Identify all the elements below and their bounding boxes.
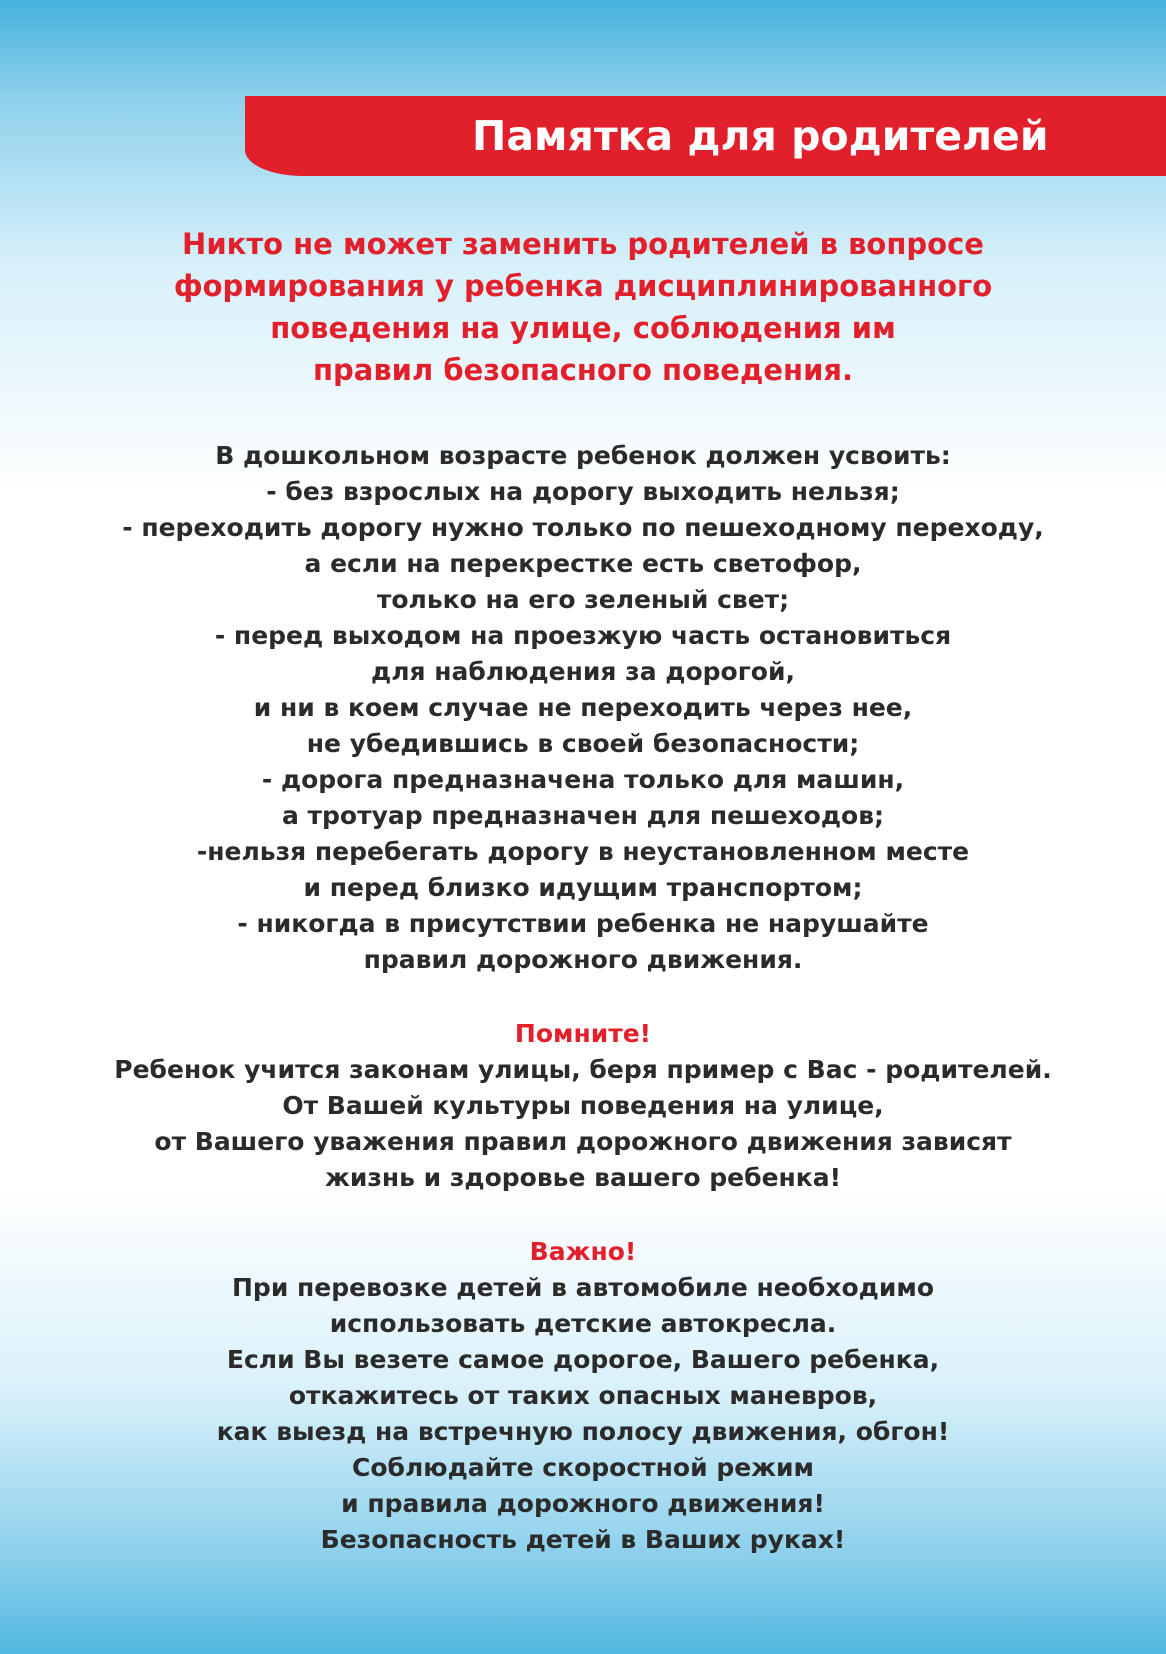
remember-line: Ребенок учится законам улицы, беря пример с Вас - родителей. [114, 1055, 1052, 1084]
intro-line: формирования у ребенка дисциплинированного [173, 269, 993, 303]
rules-line: - никогда в присутствии ребенка не нарушайте [237, 909, 929, 938]
intro-line: правил безопасного поведения. [312, 353, 854, 387]
intro-line: Никто не может заменить родителей в вопросе [182, 227, 984, 261]
important-section [0, 1234, 1166, 1558]
page-title: Памятка для родителей [472, 112, 1049, 160]
rules-line: а тротуар предназначен для пешеходов; [281, 801, 885, 830]
rules-line: - без взрослых на дорогу выходить нельзя; [266, 477, 900, 506]
rules-line: а если на перекрестке есть светофор, [304, 549, 862, 578]
rules-line: не убедившись в своей безопасности; [306, 729, 860, 758]
important-line: и правила дорожного движения! [341, 1489, 825, 1518]
important-line: как выезд на встречную полосу движения, обгон! [216, 1417, 950, 1446]
rules-line: - перед выходом на проезжую часть остановиться [214, 621, 952, 650]
remember-line: от Вашего уважения правил дорожного движения зависят [154, 1127, 1012, 1156]
rules-line: только на его зеленый свет; [376, 585, 790, 614]
important-line: При перевозке детей в автомобиле необходимо [232, 1273, 934, 1302]
rules-line: - дорога предназначена только для машин, [261, 765, 905, 794]
important-line: Если Вы везете самое дорогое, Вашего ребенка, [226, 1345, 940, 1374]
remember-line: От Вашей культуры поведения на улице, [282, 1091, 884, 1120]
rules-line: и ни в коем случае не переходить через нее, [253, 693, 913, 722]
intro-line: поведения на улице, соблюдения им [270, 311, 896, 345]
rules-line: и перед близко идущим транспортом; [303, 873, 863, 902]
important-heading: Важно! [529, 1237, 637, 1266]
rules-line: для наблюдения за дорогой, [371, 657, 795, 686]
remember-section [0, 1016, 1166, 1196]
rules-line: -нельзя перебегать дорогу в неустановленном месте [196, 837, 970, 866]
remember-heading: Помните! [514, 1019, 652, 1048]
important-line: Соблюдайте скоростной режим [351, 1453, 814, 1482]
rules-line: - переходить дорогу нужно только по пешеходному переходу, [122, 513, 1044, 542]
rules-line: В дошкольном возрасте ребенок должен усвоить: [215, 441, 951, 470]
remember-line: жизнь и здоровье вашего ребенка! [324, 1163, 842, 1192]
important-line: откажитесь от таких опасных маневров, [288, 1381, 878, 1410]
important-line: использовать детские автокресла. [329, 1309, 837, 1338]
important-line: Безопасность детей в Ваших руках! [320, 1525, 846, 1554]
rules-section [0, 438, 1166, 978]
intro-paragraph [0, 223, 1166, 391]
rules-line: правил дорожного движения. [363, 945, 803, 974]
